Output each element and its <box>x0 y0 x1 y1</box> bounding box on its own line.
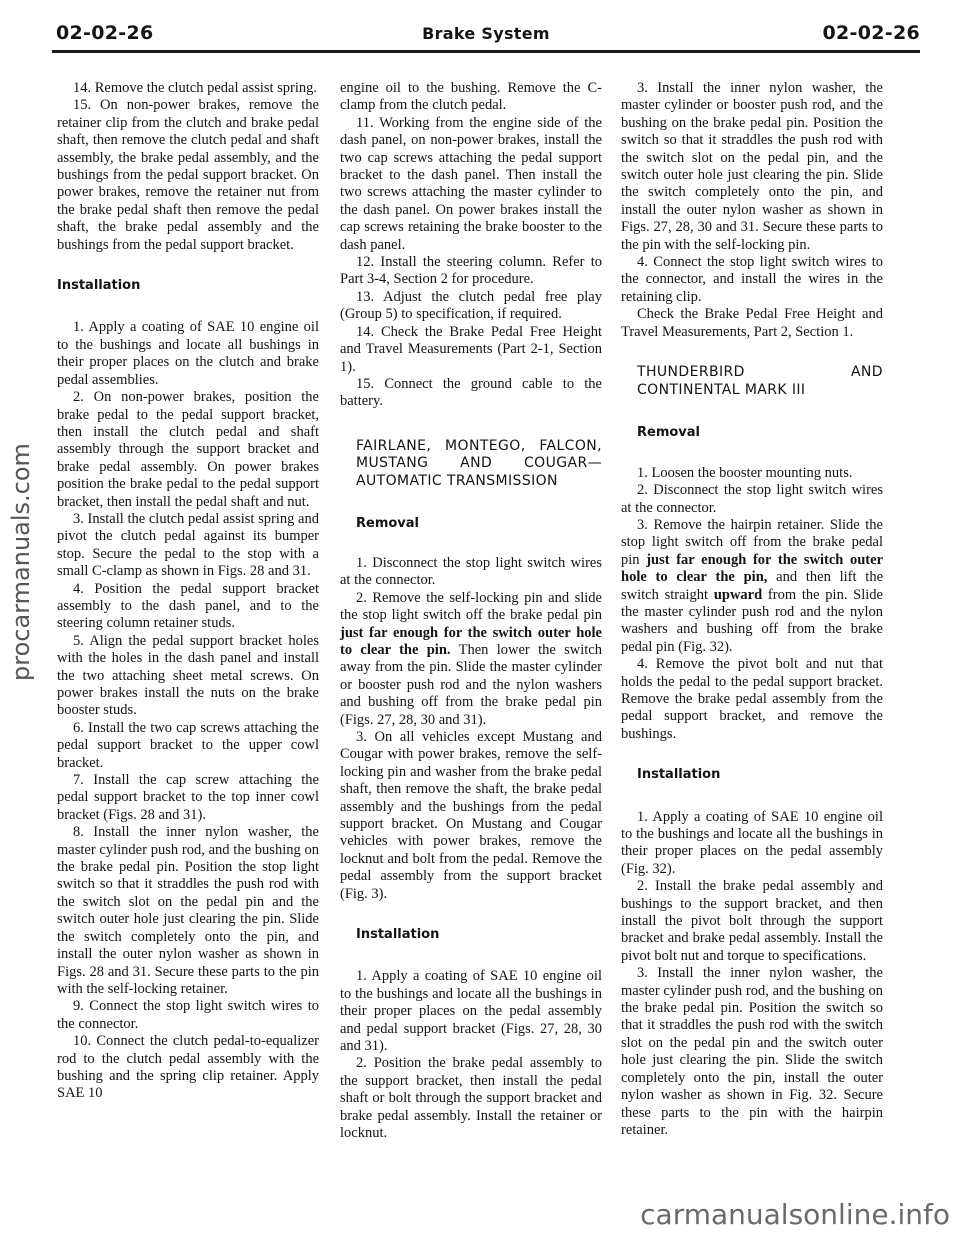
text-column-1 <box>57 80 319 1103</box>
installation-heading-2: Installation <box>356 927 440 943</box>
install-step-11: 11. Working from the engine side of the dash panel, on non-power brakes, install the two cap screws attaching the pedal support bracket to the dash panel. Then install the two screws attaching the master cylinder to the dash panel. On power brakes install the cap screws retaining the brake booster to the dash panel. <box>340 114 602 253</box>
installation-heading: Installation <box>57 278 141 294</box>
check-measurements: Check the Brake Pedal Free Height and Travel Measurements, Part 2, Section 1. <box>621 306 883 340</box>
step-14-remove: 14. Remove the clutch pedal assist spring. <box>73 80 318 96</box>
install-step-1b: 1. Apply a coating of SAE 10 engine oil to the bushings and locate all the bushings in their proper places on the pedal assembly and pedal support bracket (Figs. 27, 28, 30 and 31). <box>340 968 602 1055</box>
removal-step-3b-rest: from the pin. Slide the master cylinder push rod and the nylon washers and bushing off from the brake pedal pin (Fig. 32). <box>621 586 883 655</box>
bottom-watermark: carmanualsonline.info <box>640 1198 950 1231</box>
install-step-5: 5. Align the pedal support bracket holes with the holes in the dash panel and install the two attaching sheet metal screws. On power brakes install the nuts on the brake booster studs. <box>57 632 319 719</box>
removal-step-3b <box>621 517 883 656</box>
removal-step-1: 1. Disconnect the stop light switch wires at the connector. <box>340 554 602 589</box>
removal-step-2-text: 2. Remove the self-locking pin and slide the stop light switch off the brake pedal pin <box>340 589 602 624</box>
removal-step-4b: 4. Remove the pivot bolt and nut that holds the pedal to the pedal support bracket. Remove the brake pedal assembly from the pedal support bracket, and remove the bushings. <box>621 656 883 742</box>
removal-heading-2: Removal <box>637 425 701 441</box>
install-step-7: 7. Install the cap screw attaching the pedal support bracket to the top inner cowl bracket (Figs. 28 and 31). <box>57 772 319 823</box>
page-number-left: 02-02-26 <box>56 22 154 44</box>
install-step-2c: 2. Install the brake pedal assembly and bushings to the support bracket, and then install the pivot bolt through the support bracket and brake pedal assembly. Install the pivot bolt nut and torque to specifications. <box>621 878 883 964</box>
install-step-8: 8. Install the inner nylon washer, the master cylinder push rod, and the bushing on the brake pedal pin. Position the stop light switch so that it straddles the push rod with the switch slot on the pedal pin and the switch outer hole just clearing the pin. Slide the switch completely onto the pin, and install the outer nylon washer as shown in Figs. 28 and 31. Secure these parts to the pin with the self-locking retainer. <box>57 824 319 997</box>
page-title: Brake System <box>422 24 550 43</box>
install-step-3: 3. Install the clutch pedal assist spring and pivot the clutch pedal against its bumper stop. Secure the pedal to the stop with a small C-clamp as shown in Figs. 28 and 31. <box>57 510 319 580</box>
removal-step-3b-bold-2: upward <box>713 586 763 603</box>
removal-heading: Removal <box>356 515 420 531</box>
install-step-4: 4. Position the pedal support bracket assembly to the dash panel, and to the steering column retainer studs. <box>57 580 319 632</box>
removal-step-1b: 1. Loosen the booster mounting nuts. <box>637 464 853 481</box>
install-step-2b: 2. Position the brake pedal assembly to the support bracket, then install the pedal shaft or bolt through the support bracket and brake pedal assembly. Install the retainer or locknut. <box>340 1055 602 1142</box>
step-10-continued: engine oil to the bushing. Remove the C-clamp from the clutch pedal. <box>340 80 602 114</box>
page-number-right: 02-02-26 <box>822 22 920 44</box>
header-rule <box>52 50 920 53</box>
removal-step-2b: 2. Disconnect the stop light switch wires at the connector. <box>621 482 883 516</box>
install-step-2: 2. On non-power brakes, position the brake pedal to the pedal support bracket, then install the clutch pedal and shaft assembly through the support bracket and brake pedal assembly. On power brakes position the brake pedal to the pedal support bracket, then install the pedal shaft and nut. <box>57 389 319 510</box>
install-step-3c: 3. Install the inner nylon washer, the master cylinder push rod, and the bushing on the brake pedal pin. Position the switch so that it straddles the push rod with the switch slot on the pedal pin and the switch outer hole just clearing the pin. Slide the switch completely onto the pin, install the outer nylon washer as shown in Fig. 32. Secure these parts to the pin with the hairpin retainer. <box>621 965 883 1138</box>
install-step-12: 12. Install the steering column. Refer to Part 3-4, Section 2 for procedure. <box>340 254 602 288</box>
installation-heading-3: Installation <box>637 767 721 783</box>
removal-step-3b-bold: just far enough for the switch outer hole to clear the pin, <box>621 551 884 586</box>
text-column-2 <box>340 80 602 1143</box>
removal-step-3b-text: 3. Remove the hairpin retainer. Slide the stop light switch off from the brake pedal pin <box>621 516 883 568</box>
install-step-14: 14. Check the Brake Pedal Free Height and Travel Measurements (Part 2-1, Section 1). <box>340 323 602 375</box>
section-heading-thunderbird: THUNDERBIRD AND CONTINENTAL MARK III <box>637 364 883 398</box>
removal-step-2-rest: Then lower the switch away from the pin. Slide the master cylinder or booster push rod and the nylon washers and bushing off from the brake pedal pin (Figs. 27, 28, 30 and 31). <box>340 641 602 728</box>
install-step-15: 15. Connect the ground cable to the battery. <box>340 375 602 410</box>
step-15-remove: 15. On non-power brakes, remove the retainer clip from the clutch and brake pedal shaft, then remove the clutch pedal and shaft assembly, the brake pedal assembly, and the bushings from the pedal support bracket. On power brakes, remove the retainer nut from the brake pedal shaft then remove the pedal shaft, the brake pedal assembly and the bushings from the pedal support bracket. <box>57 97 319 253</box>
install-step-1: 1. Apply a coating of SAE 10 engine oil to the bushings and locate all bushings in their proper places on the clutch and brake pedal assemblies. <box>57 319 319 388</box>
removal-step-2 <box>340 590 602 729</box>
install-step-3b: 3. Install the inner nylon washer, the master cylinder or booster push rod, and the bushing on the brake pedal pin. Position the switch so that it straddles the push rod with the switch slot on the pedal pin, and the switch outer hole just clearing the pin. Slide the switch completely onto the pin, and install the outer nylon washer as shown in Figs. 27, 28, 30 and 31. Secure these parts to the pin with the self-locking pin. <box>621 80 883 253</box>
removal-step-3b-mid: and then lift the switch straight <box>621 569 884 603</box>
install-step-4b: 4. Connect the stop light switch wires to the connector, and install the wires in the retaining clip. <box>621 254 883 305</box>
removal-step-2-bold: just far enough for the switch outer hole to clear the pin. <box>340 624 602 658</box>
text-column-3 <box>621 80 883 1139</box>
install-step-6: 6. Install the two cap screws attaching the pedal support bracket to the upper cowl bracket. <box>57 719 319 771</box>
install-step-10: 10. Connect the clutch pedal-to-equalizer rod to the clutch pedal assembly with the bushing and the spring clip retainer. Apply SAE 10 <box>57 1033 319 1102</box>
removal-step-3: 3. On all vehicles except Mustang and Cougar with power brakes, remove the self-locking pin and washer from the brake pedal shaft, then remove the shaft, the brake pedal assembly and the bushings from the pedal support bracket. On Mustang and Cougar vehicles with power brakes, remove the locknut and bolt from the pedal. Remove the pedal assembly from the support bracket (Fig. 3). <box>340 728 602 902</box>
section-heading-fairlane: FAIRLANE, MONTEGO, FALCON, MUSTANG AND COUGAR— AUTOMATIC TRANSMISSION <box>356 437 602 489</box>
install-step-9: 9. Connect the stop light switch wires to the connector. <box>57 998 319 1032</box>
page-header <box>52 22 920 48</box>
side-watermark: procarmanuals.com <box>7 443 35 681</box>
install-step-13: 13. Adjust the clutch pedal free play (Group 5) to specification, if required. <box>340 288 602 323</box>
install-step-1c: 1. Apply a coating of SAE 10 engine oil to the bushings and locate all the bushings in their proper places on the pedal assembly (Fig. 32). <box>621 808 883 877</box>
